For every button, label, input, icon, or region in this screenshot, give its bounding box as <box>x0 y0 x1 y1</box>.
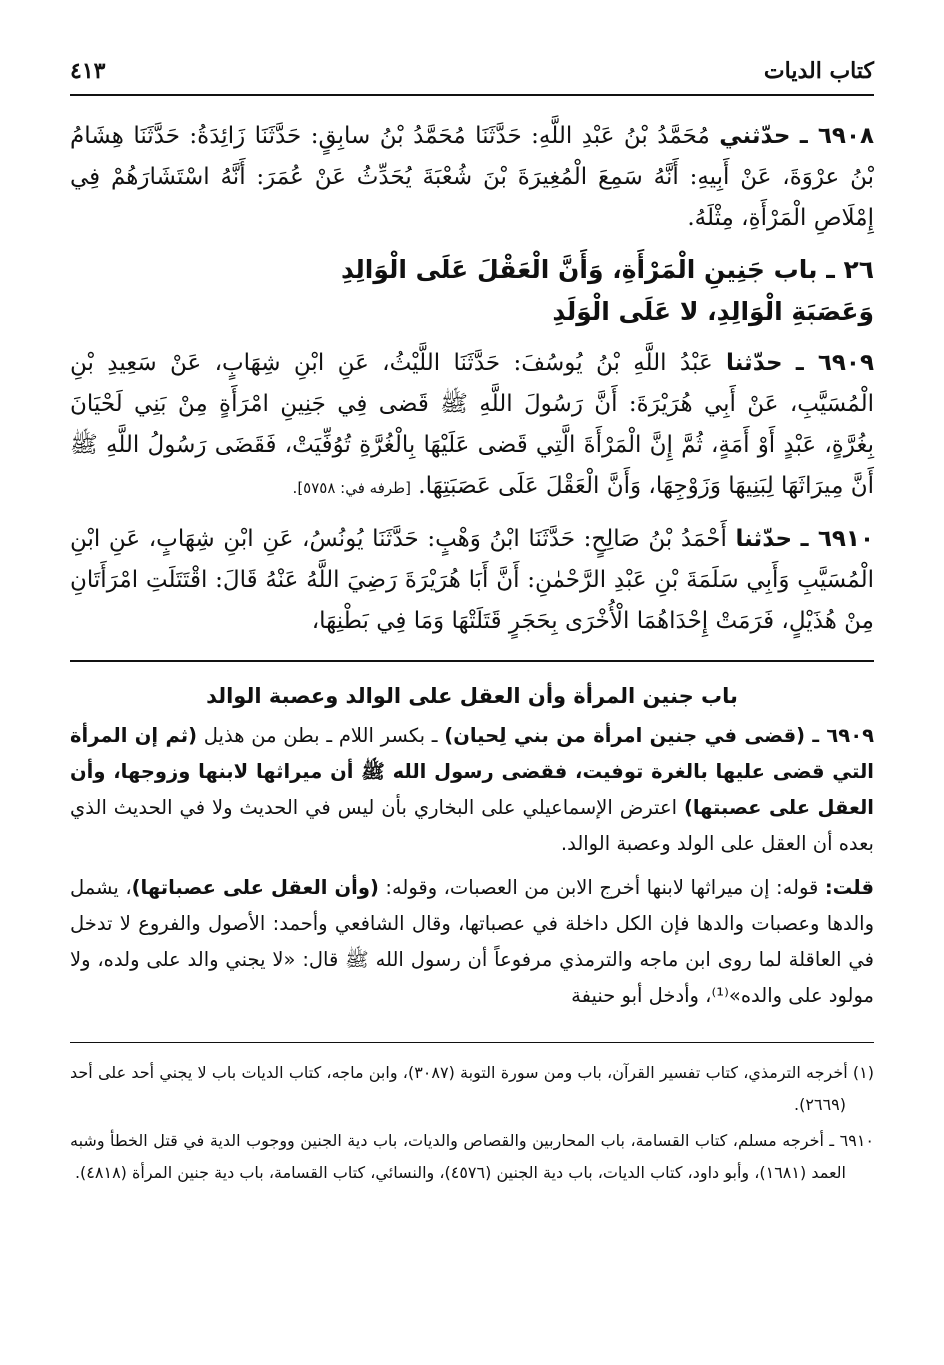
footnote-1: (١) أخرجه الترمذي، كتاب تفسير القرآن، باب ومن سورة التوبة (٣٠٨٧)، وابن ماجه، كتاب الديات باب لا يجني أحد على أحد (٢٦٦٩). <box>70 1063 874 1114</box>
book-page <box>70 50 874 1340</box>
hadith-lead: حدّثني <box>719 123 791 149</box>
running-header <box>70 50 874 96</box>
book-title: كتاب الديات <box>763 58 874 84</box>
chapter-title <box>70 249 874 333</box>
footnotes <box>70 1057 874 1189</box>
hadith-body: مُحَمَّدُ بْنُ عَبْدِ اللَّهِ: حَدَّثَنَا مُحَمَّدُ بْنُ سابِقٍ: حَدَّثَنَا زَائِدَةُ: حَدَّثَنَا هِشَامُ بْنُ عرْوَةَ، عَنْ أَبِيهِ: أَنَّهُ سَمِعَ الْمُغِيرَةَ بْنَ شُعْبَةَ يُحَدِّثُ عَنْ عُمَرَ: أَنَّهُ اسْتَشَارَهُمْ فِي إِمْلَاصِ الْمَرْأَةِ، مِثْلَهُ. <box>70 123 874 231</box>
commentary-quote: قلت: <box>824 876 875 899</box>
commentary-paragraph-1 <box>70 718 874 862</box>
cross-reference: [طرفه في: ٥٧٥٨]. <box>292 479 411 497</box>
hadith-number: ٦٩٠٨ ـ <box>799 123 875 149</box>
commentary-text: اعترض الإسماعيلي على البخاري بأن ليس في الحديث ولا في الحديث الذي بعده أن العقل على الولد وعصبة الوالد. <box>70 796 874 855</box>
section-divider <box>70 660 874 662</box>
commentary-text: ـ بكسر اللام ـ بطن من هذيل <box>203 724 438 747</box>
hadith-body: أَحْمَدُ بْنُ صَالِحٍ: حَدَّثَنَا ابْنُ وَهْبٍ: حَدَّثَنَا يُونُسُ، عَنِ ابْنِ شِهَابٍ، عَنِ ابْنِ الْمُسَيَّبِ وَأَبِي سَلَمَةَ بْنِ عَبْدِ الرَّحْمٰنِ: أَنَّ أَبَا هُرَيْرَةَ رَضِيَ اللَّهُ عَنْهُ قَالَ: اقْتَتَلَتِ امْرَأَتَانِ مِنْ هُذَيْلٍ، فَرَمَتْ إِحْدَاهُمَا الْأُخْرَى بِحَجَرٍ قَتَلَتْهَا وَمَا فِي بَطْنِهَا، <box>70 526 874 634</box>
commentary <box>70 678 874 1014</box>
hadith-body: عَبْدُ اللَّهِ بْنُ يُوسُفَ: حَدَّثَنَا اللَّيْثُ، عَنِ ابْنِ شِهَابٍ، عَنْ سَعِيدِ بْنِ الْمُسَيَّبِ، عَنْ أَبِي هُرَيْرَةَ: أَنَّ رَسُولَ اللَّهِ ﷺ قَضى فِي جَنِينِ امْرَأَةٍ مِنْ بَنِي لَحْيَانَ بِغُرَّةٍ، عَبْدٍ أَوْ أَمَةٍ، ثُمَّ إِنَّ الْمَرْأَةَ الَّتِي قَضى عَلَيْهَا بِالْغُرَّةِ تُوُفِّيَتْ، فَقَضَى رَسُولُ اللَّهِ ﷺ أَنَّ مِيرَاثَهَا لِبَنِيهَا وَزَوْجِهَا، وَأَنَّ الْعَقْلَ عَلَى عَصَبَتِهَا. <box>70 350 874 499</box>
hadith-6909 <box>70 343 874 509</box>
commentary-quote: (ثم إن المرأة التي قضى عليها بالغرة توفيت، فقضى رسول الله ﷺ أن ميراثها لابنها وزوجها، وأن العقل على عصبتها) <box>70 724 874 819</box>
page-number: ٤١٣ <box>70 58 106 84</box>
hadith-lead: حدّثنا <box>735 526 793 552</box>
commentary-text: ، يشمل والدها وعصبات والدها فإن الكل داخلة في عصباتها، وقال الشافعي وأحمد: الأصول والفروع لا تدخل في العاقلة لما روى ابن ماجه والترمذي مرفوعاً أن رسول الله ﷺ قال: «لا يجني والد على ولده، ولا مولود على والده»⁽¹⁾، وأدخل أبو حنيفة <box>70 876 874 1007</box>
footnote-separator <box>70 1042 874 1043</box>
hadith-text <box>70 116 874 642</box>
commentary-quote: (وأن العقل على عصباتها) <box>131 876 379 899</box>
hadith-6910 <box>70 519 874 642</box>
commentary-heading: باب جنين المرأة وأن العقل على الوالد وعصبة الوالد <box>206 684 738 708</box>
chapter-title-line-2: وَعَصَبَةِ الْوَالِدِ، لا عَلَى الْوَلَدِ <box>552 297 874 326</box>
hadith-number: ٦٩١٠ ـ <box>800 526 874 552</box>
commentary-text: قوله: إن ميراثها لابنها أخرج الابن من العصبات، وقوله: <box>385 876 819 899</box>
commentary-quote: ٦٩٠٩ ـ (قضى في جنين امرأة من بني لِحيان) <box>444 724 875 747</box>
chapter-title-line-1: ٢٦ ـ باب جَنِينِ الْمَرْأَةِ، وَأَنَّ الْعَقْلَ عَلَى الْوَالِدِ <box>340 255 874 284</box>
footnote-6910: ٦٩١٠ ـ أخرجه مسلم، كتاب القسامة، باب المحاربين والقصاص والديات، باب دية الجنين ووجوب الدية في قتل الخطأ وشبه العمد (١٦٨١)، وأبو داود، كتاب الديات، باب دية الجنين (٤٥٧٦)، والنسائي، كتاب القسامة، باب دية جنين المرأة (٤٨١٨). <box>70 1131 874 1182</box>
commentary-paragraph-2 <box>70 870 874 1014</box>
hadith-lead: حدّثنا <box>726 350 783 376</box>
hadith-6908 <box>70 116 874 239</box>
hadith-number: ٦٩٠٩ ـ <box>795 350 874 376</box>
